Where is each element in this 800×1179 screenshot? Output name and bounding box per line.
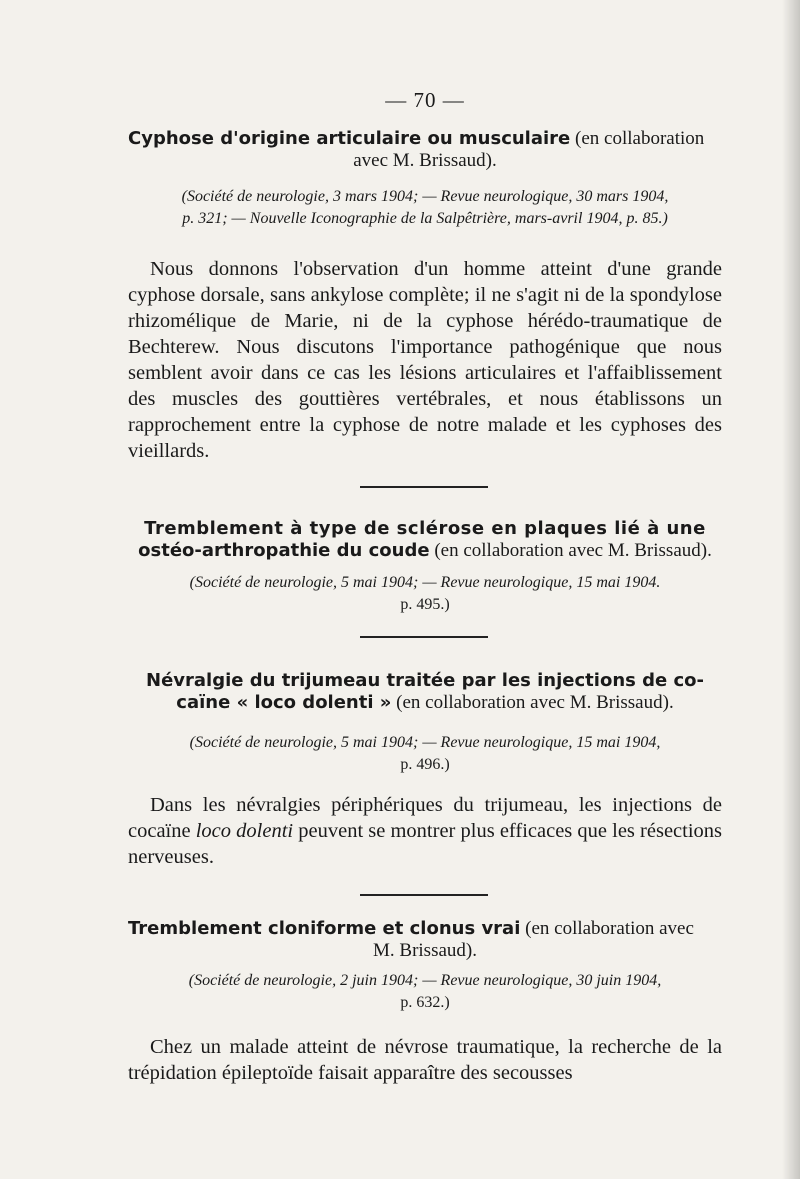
reference-line: (Société de neurologie, 5 mai 1904; — Revue neurologique, 15 mai 1904.	[189, 574, 661, 591]
body-text-italic: loco dolenti	[195, 820, 294, 842]
section-divider	[360, 894, 488, 896]
entry-title-rest: (en collaboration avec M. Brissaud).	[434, 540, 712, 561]
body-text-segment: peuvent se montrer plus efficaces que les résections nerveuses.	[128, 820, 723, 868]
entry-title-tremblement-sclerose	[128, 518, 722, 562]
entry-title-line2: avec M. Brissaud).	[353, 150, 497, 171]
reference-line: p. 495.)	[400, 596, 450, 613]
entry-reference-nevralgie	[128, 732, 722, 776]
entry-title-nevralgie	[128, 670, 722, 714]
entry-title-cyphose	[128, 128, 722, 172]
page-edge-shadow	[782, 0, 800, 1179]
entry-body-tremblement-cloniforme	[128, 1034, 722, 1086]
body-text-segment: Dans les névralgies périphériques du trijumeau, les injections de cocaïne	[128, 794, 722, 842]
body-paragraph: Nous donnons l'observation d'un homme atteint d'une grande cyphose dorsale, sans ankylose complète; il ne s'agit ni de la spondylose rhizomélique de Marie, ni de la cyphose hérédo-traumatique de Bechterew. Nous discutons l'importance pathogénique que nous semblent avoir dans ce cas les lésions articulaires et l'affaiblissement des muscles des gouttières vertébrales, et nous établissons un rapprochement entre la cyphose de notre malade et les cyphoses des vieillards.	[128, 258, 722, 462]
entry-reference-tremblement-sclerose	[128, 572, 722, 616]
entry-title-rest: (en collaboration	[575, 128, 705, 149]
reference-line: p. 496.)	[400, 756, 450, 773]
entry-title-bold: Cyphose d'origine articulaire ou musculaire	[128, 128, 571, 149]
entry-title-tremblement-cloniforme	[128, 918, 722, 962]
entry-title-bold: Tremblement à type de sclérose en plaques lié à une	[144, 518, 706, 539]
section-divider	[360, 636, 488, 638]
entry-body-nevralgie	[128, 792, 722, 870]
reference-line: (Société de neurologie, 2 juin 1904; — Revue neurologique, 30 juin 1904,	[188, 972, 662, 989]
entry-title-line2: M. Brissaud).	[373, 940, 477, 961]
body-paragraph: Chez un malade atteint de névrose traumatique, la recherche de la trépidation épileptoïde faisait apparaître des secousses	[128, 1036, 722, 1084]
entry-body-cyphose	[128, 256, 722, 464]
entry-title-bold: caïne « loco dolenti »	[176, 692, 392, 713]
body-paragraph	[128, 792, 722, 870]
reference-line: p. 321; — Nouvelle Iconographie de la Salpêtrière, mars-avril 1904, p. 85.)	[182, 210, 668, 227]
entry-title-bold: ostéo-arthropathie du coude	[138, 540, 430, 561]
entry-reference-cyphose	[128, 186, 722, 230]
entry-title-rest: (en collaboration avec	[525, 918, 694, 939]
section-divider	[360, 486, 488, 488]
entry-title-rest: (en collaboration avec M. Brissaud).	[396, 692, 674, 713]
reference-line: p. 632.)	[400, 994, 450, 1011]
entry-title-bold: Névralgie du trijumeau traitée par les injections de co-	[146, 670, 704, 691]
reference-line: (Société de neurologie, 5 mai 1904; — Revue neurologique, 15 mai 1904,	[189, 734, 661, 751]
page-number: — 70 —	[385, 88, 465, 112]
entry-reference-tremblement-cloniforme	[128, 970, 722, 1014]
reference-line: (Société de neurologie, 3 mars 1904; — Revue neurologique, 30 mars 1904,	[181, 188, 669, 205]
entry-title-bold: Tremblement cloniforme et clonus vrai	[128, 918, 521, 939]
